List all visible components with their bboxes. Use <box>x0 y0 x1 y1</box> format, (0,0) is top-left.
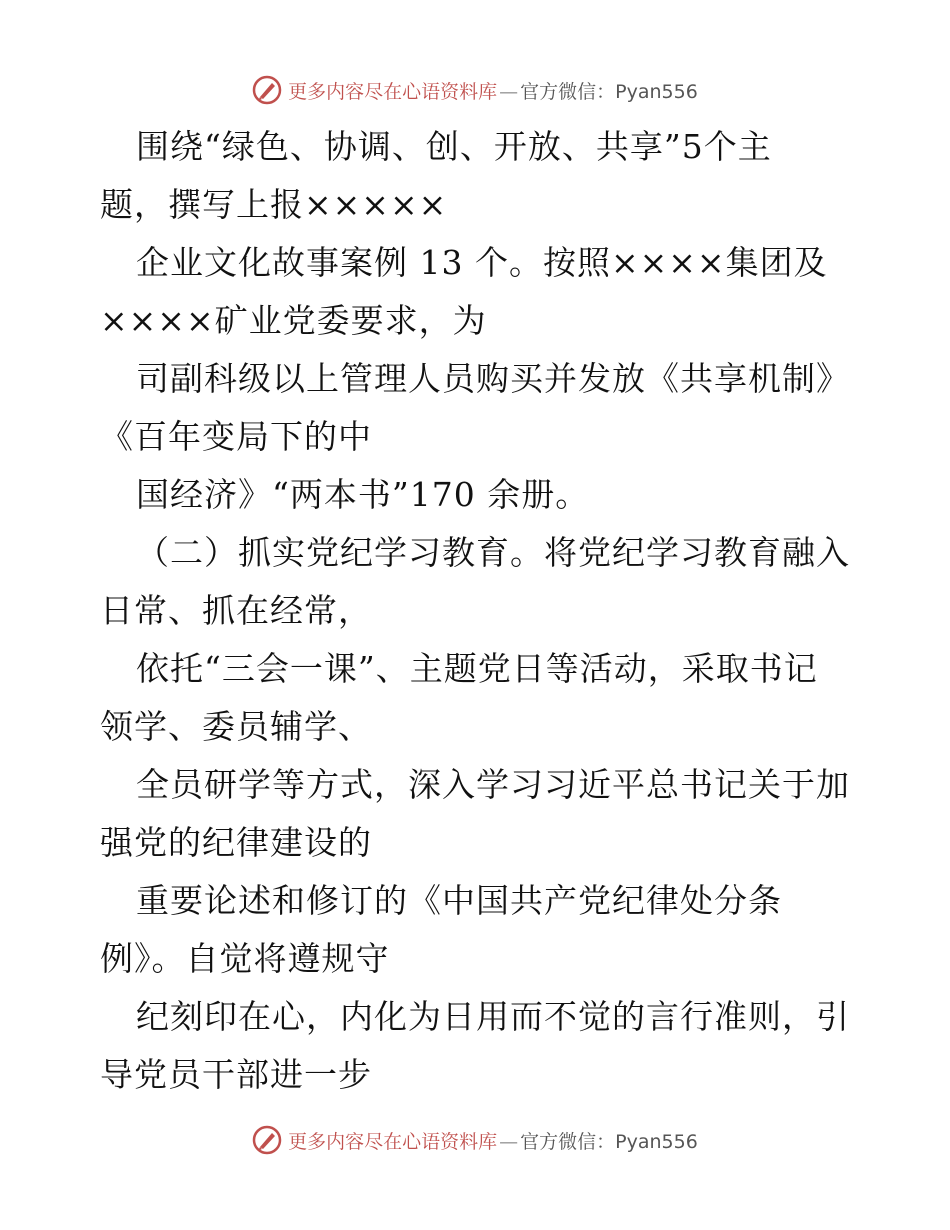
body-line: 围绕“绿色、协调、创、开放、共享”5个主 <box>136 127 772 166</box>
banner-separator: — <box>499 80 519 103</box>
body-line: 依托“三会一课”、主题党日等活动，采取书记 <box>136 649 818 688</box>
document-body <box>100 118 860 1104</box>
banner-text <box>288 1127 698 1154</box>
body-line: 导党员干部进一步 <box>100 1055 372 1094</box>
body-line: 重要论述和修订的《中国共产党纪律处分条 <box>136 881 782 920</box>
body-line: 司副科级以上管理人员购买并发放《共享机制》 <box>136 359 850 398</box>
footer-watermark-banner <box>0 1120 950 1160</box>
body-line: 《百年变局下的中 <box>100 417 372 456</box>
banner-separator: — <box>499 1130 519 1153</box>
banner-official-text: 官方微信：Pyan556 <box>520 80 698 103</box>
body-line: 国经济》“两本书”170 余册。 <box>136 475 590 514</box>
banner-official-text: 官方微信：Pyan556 <box>520 1130 698 1153</box>
body-line: ××××矿业党委要求，为 <box>100 301 487 340</box>
body-line: 领学、委员辅学、 <box>100 707 372 746</box>
body-line: 日常、抓在经常， <box>100 591 372 630</box>
body-line: 企业文化故事案例 13 个。按照××××集团及 <box>136 243 828 282</box>
header-watermark-banner <box>0 70 950 110</box>
banner-text <box>288 77 698 104</box>
body-line: 例》。自觉将遵规守 <box>100 939 390 978</box>
body-line: 纪刻印在心，内化为日用而不觉的言行准则，引 <box>136 997 850 1036</box>
body-line: 题，撰写上报××××× <box>100 185 448 224</box>
section-heading-line: （二）抓实党纪学习教育。将党纪学习教育融入 <box>136 533 850 572</box>
body-line: 强党的纪律建设的 <box>100 823 372 862</box>
body-line: 全员研学等方式，深入学习习近平总书记关于加 <box>136 765 850 804</box>
pen-logo-icon <box>252 75 282 105</box>
banner-brand-text: 更多内容尽在心语资料库 <box>288 1130 498 1153</box>
banner-brand-text: 更多内容尽在心语资料库 <box>288 80 498 103</box>
pen-logo-icon <box>252 1125 282 1155</box>
